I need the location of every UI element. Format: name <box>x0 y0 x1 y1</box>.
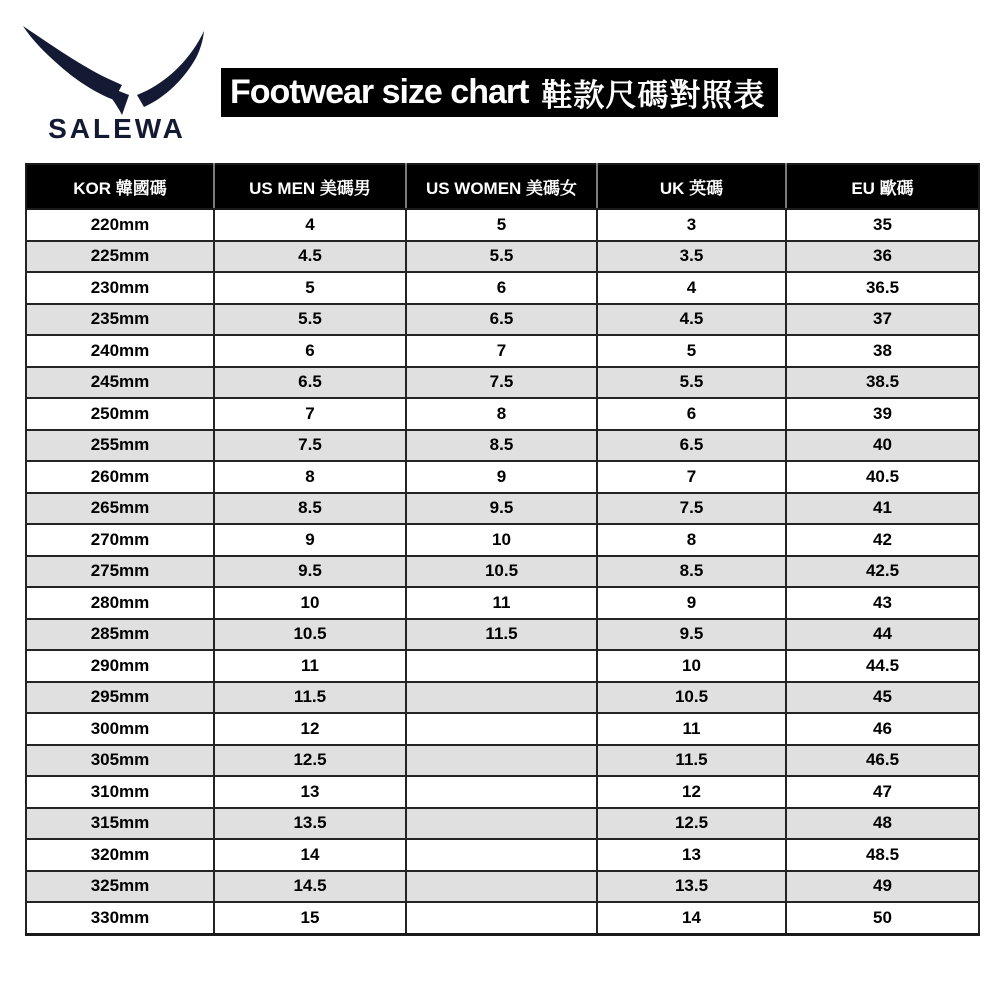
table-cell <box>406 839 597 871</box>
table-cell <box>406 713 597 745</box>
table-cell: 9 <box>597 587 786 619</box>
table-cell: 46 <box>786 713 979 745</box>
table-cell: 11.5 <box>597 745 786 777</box>
table-cell: 325mm <box>26 871 214 903</box>
table-cell: 275mm <box>26 556 214 588</box>
table-cell: 4.5 <box>597 304 786 336</box>
table-cell: 235mm <box>26 304 214 336</box>
table-cell: 4.5 <box>214 241 406 273</box>
table-cell: 5 <box>214 272 406 304</box>
table-row <box>26 524 979 556</box>
column-header-4: EU 歐碼 <box>786 164 979 209</box>
table-cell: 5.5 <box>214 304 406 336</box>
table-cell: 6 <box>406 272 597 304</box>
table-cell: 230mm <box>26 272 214 304</box>
table-cell: 35 <box>786 209 979 241</box>
table-cell <box>406 902 597 934</box>
table-cell: 38.5 <box>786 367 979 399</box>
table-cell: 8 <box>597 524 786 556</box>
table-cell: 225mm <box>26 241 214 273</box>
table-cell: 13 <box>214 776 406 808</box>
table-cell: 3.5 <box>597 241 786 273</box>
table-cell: 13 <box>597 839 786 871</box>
table-cell: 11.5 <box>406 619 597 651</box>
table-cell: 48.5 <box>786 839 979 871</box>
table-cell: 7.5 <box>597 493 786 525</box>
table-cell: 305mm <box>26 745 214 777</box>
column-header-0: KOR 韓國碼 <box>26 164 214 209</box>
table-cell: 10 <box>214 587 406 619</box>
table-cell: 9.5 <box>406 493 597 525</box>
table-row <box>26 745 979 777</box>
table-cell: 250mm <box>26 398 214 430</box>
table-cell: 265mm <box>26 493 214 525</box>
table-row <box>26 241 979 273</box>
table-cell: 9.5 <box>214 556 406 588</box>
table-cell: 11 <box>597 713 786 745</box>
table-cell: 5 <box>597 335 786 367</box>
table-cell: 9 <box>214 524 406 556</box>
table-cell: 12 <box>214 713 406 745</box>
table-row <box>26 304 979 336</box>
table-cell: 42.5 <box>786 556 979 588</box>
table-cell: 10.5 <box>214 619 406 651</box>
table-row <box>26 713 979 745</box>
table-cell: 38 <box>786 335 979 367</box>
table-cell: 240mm <box>26 335 214 367</box>
table-cell: 49 <box>786 871 979 903</box>
table-cell: 14.5 <box>214 871 406 903</box>
table-row <box>26 587 979 619</box>
table-cell: 48 <box>786 808 979 840</box>
page-title <box>221 68 778 117</box>
table-cell <box>406 682 597 714</box>
table-cell: 6 <box>597 398 786 430</box>
table-header <box>26 164 979 209</box>
table-cell: 9 <box>406 461 597 493</box>
table-cell: 10 <box>597 650 786 682</box>
table-cell: 39 <box>786 398 979 430</box>
table-cell: 8.5 <box>406 430 597 462</box>
table-cell: 47 <box>786 776 979 808</box>
table-cell: 10.5 <box>406 556 597 588</box>
table-row <box>26 398 979 430</box>
title-chinese: 鞋款尺碼對照表 <box>541 78 766 113</box>
column-header-1: US MEN 美碼男 <box>214 164 406 209</box>
table-cell <box>406 745 597 777</box>
table-cell: 7.5 <box>406 367 597 399</box>
table-cell: 13.5 <box>214 808 406 840</box>
table-cell: 41 <box>786 493 979 525</box>
table-cell: 14 <box>597 902 786 934</box>
table-cell: 8 <box>214 461 406 493</box>
table-cell: 10.5 <box>597 682 786 714</box>
table-cell: 46.5 <box>786 745 979 777</box>
header-row <box>26 164 979 209</box>
table-cell: 270mm <box>26 524 214 556</box>
table-cell: 8.5 <box>214 493 406 525</box>
table-cell: 36 <box>786 241 979 273</box>
table-row <box>26 461 979 493</box>
table-row <box>26 871 979 903</box>
table-row <box>26 367 979 399</box>
table-cell: 40.5 <box>786 461 979 493</box>
table-cell <box>406 871 597 903</box>
table-cell: 285mm <box>26 619 214 651</box>
table-cell: 8.5 <box>597 556 786 588</box>
table-cell: 8 <box>406 398 597 430</box>
table-cell: 290mm <box>26 650 214 682</box>
table-cell: 320mm <box>26 839 214 871</box>
table-cell: 11 <box>406 587 597 619</box>
table-cell: 45 <box>786 682 979 714</box>
table-cell: 7 <box>406 335 597 367</box>
table-row <box>26 776 979 808</box>
table-cell: 11.5 <box>214 682 406 714</box>
table-row <box>26 808 979 840</box>
table-cell: 5.5 <box>406 241 597 273</box>
table-row <box>26 839 979 871</box>
table-cell: 6.5 <box>214 367 406 399</box>
table-row <box>26 209 979 241</box>
table-cell: 260mm <box>26 461 214 493</box>
table-cell: 7.5 <box>214 430 406 462</box>
table-row <box>26 650 979 682</box>
table-cell: 280mm <box>26 587 214 619</box>
table-cell: 9.5 <box>597 619 786 651</box>
table-cell: 50 <box>786 902 979 934</box>
title-english: Footwear size chart <box>230 73 529 111</box>
eagle-right-wing-icon <box>137 31 204 107</box>
table-cell: 3 <box>597 209 786 241</box>
table-cell <box>406 808 597 840</box>
table-row <box>26 272 979 304</box>
table-cell: 43 <box>786 587 979 619</box>
table-cell: 12.5 <box>597 808 786 840</box>
table-cell: 255mm <box>26 430 214 462</box>
brand-wordmark: SALEWA <box>48 113 186 144</box>
table-cell: 220mm <box>26 209 214 241</box>
table-cell: 12.5 <box>214 745 406 777</box>
column-header-3: UK 英碼 <box>597 164 786 209</box>
table-cell: 7 <box>214 398 406 430</box>
table-cell: 310mm <box>26 776 214 808</box>
salewa-logo <box>16 14 211 144</box>
table-cell <box>406 776 597 808</box>
table-cell: 6.5 <box>406 304 597 336</box>
table-cell: 37 <box>786 304 979 336</box>
table-cell: 11 <box>214 650 406 682</box>
table-row <box>26 902 979 934</box>
table-cell: 36.5 <box>786 272 979 304</box>
table-row <box>26 556 979 588</box>
table-cell: 6 <box>214 335 406 367</box>
table-cell: 330mm <box>26 902 214 934</box>
table-cell: 6.5 <box>597 430 786 462</box>
table-row <box>26 682 979 714</box>
size-table <box>25 163 980 936</box>
table-cell: 44.5 <box>786 650 979 682</box>
table-row <box>26 619 979 651</box>
table-cell: 245mm <box>26 367 214 399</box>
table-cell: 14 <box>214 839 406 871</box>
table-row <box>26 335 979 367</box>
table-cell: 4 <box>597 272 786 304</box>
column-header-2: US WOMEN 美碼女 <box>406 164 597 209</box>
table-cell: 7 <box>597 461 786 493</box>
table-cell: 10 <box>406 524 597 556</box>
table-cell: 44 <box>786 619 979 651</box>
table-cell <box>406 650 597 682</box>
table-cell: 4 <box>214 209 406 241</box>
table-cell: 5.5 <box>597 367 786 399</box>
table-cell: 300mm <box>26 713 214 745</box>
table-cell: 295mm <box>26 682 214 714</box>
table-row <box>26 493 979 525</box>
table-cell: 12 <box>597 776 786 808</box>
table-cell: 40 <box>786 430 979 462</box>
table-row <box>26 430 979 462</box>
table-cell: 5 <box>406 209 597 241</box>
table-cell: 13.5 <box>597 871 786 903</box>
table-cell: 15 <box>214 902 406 934</box>
table-cell: 315mm <box>26 808 214 840</box>
table-cell: 42 <box>786 524 979 556</box>
